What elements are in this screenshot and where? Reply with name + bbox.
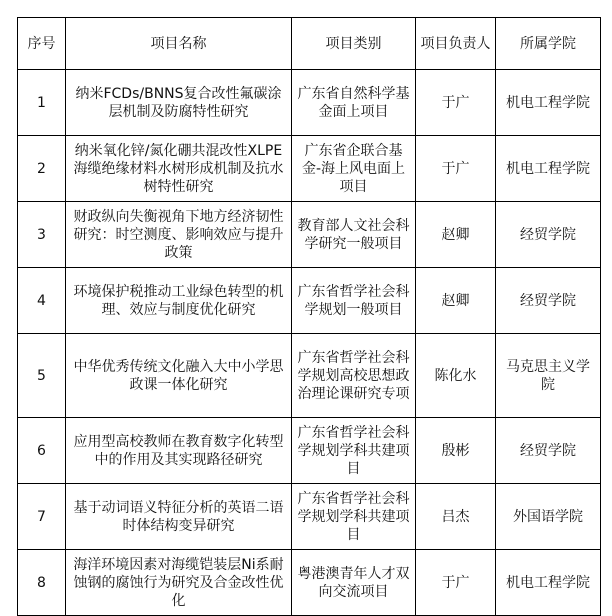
header-type: 项目类别 <box>292 18 416 70</box>
cell-name: 环境保护税推动工业绿色转型的机理、效应与制度优化研究 <box>66 268 292 334</box>
cell-type: 广东省哲学社会科学规划高校思想政治理论课研究专项 <box>292 334 416 418</box>
cell-name: 中华优秀传统文化融入大中小学思政课一体化研究 <box>66 334 292 418</box>
table-row <box>18 70 601 136</box>
cell-type: 粤港澳青年人才双向交流项目 <box>292 550 416 616</box>
table-row <box>18 334 601 418</box>
project-table <box>17 17 601 616</box>
cell-lead: 赵卿 <box>416 268 496 334</box>
header-name: 项目名称 <box>66 18 292 70</box>
cell-no: 5 <box>18 334 66 418</box>
cell-lead: 陈化水 <box>416 334 496 418</box>
header-no: 序号 <box>18 18 66 70</box>
cell-college: 外国语学院 <box>496 484 601 550</box>
cell-no: 1 <box>18 70 66 136</box>
table-row <box>18 550 601 616</box>
cell-college: 经贸学院 <box>496 202 601 268</box>
cell-name: 财政纵向失衡视角下地方经济韧性研究：时空测度、影响效应与提升政策 <box>66 202 292 268</box>
cell-college: 经贸学院 <box>496 268 601 334</box>
header-lead: 项目负责人 <box>416 18 496 70</box>
cell-lead: 赵卿 <box>416 202 496 268</box>
cell-type: 广东省哲学社会科学规划学科共建项目 <box>292 418 416 484</box>
table-row <box>18 136 601 202</box>
table-row <box>18 484 601 550</box>
cell-lead: 吕杰 <box>416 484 496 550</box>
table-row <box>18 268 601 334</box>
cell-lead: 于广 <box>416 70 496 136</box>
cell-no: 4 <box>18 268 66 334</box>
cell-name: 基于动词语义特征分析的英语二语时体结构变异研究 <box>66 484 292 550</box>
cell-lead: 殷彬 <box>416 418 496 484</box>
cell-lead: 于广 <box>416 136 496 202</box>
cell-no: 3 <box>18 202 66 268</box>
cell-type: 广东省哲学社会科学规划学科共建项目 <box>292 484 416 550</box>
header-row <box>18 18 601 70</box>
cell-type: 广东省企联合基金-海上风电面上项目 <box>292 136 416 202</box>
table-row <box>18 418 601 484</box>
cell-college: 马克思主义学院 <box>496 334 601 418</box>
cell-name: 纳米氧化锌/氮化硼共混改性XLPE海缆绝缘材料水树形成机制及抗水树特性研究 <box>66 136 292 202</box>
cell-type: 广东省哲学社会科学规划一般项目 <box>292 268 416 334</box>
cell-college: 机电工程学院 <box>496 550 601 616</box>
cell-no: 6 <box>18 418 66 484</box>
table-row <box>18 202 601 268</box>
header-college: 所属学院 <box>496 18 601 70</box>
cell-name: 应用型高校教师在教育数字化转型中的作用及其实现路径研究 <box>66 418 292 484</box>
cell-no: 2 <box>18 136 66 202</box>
cell-lead: 于广 <box>416 550 496 616</box>
cell-name: 纳米FCDs/BNNS复合改性氟碳涂层机制及防腐特性研究 <box>66 70 292 136</box>
cell-college: 机电工程学院 <box>496 70 601 136</box>
cell-college: 经贸学院 <box>496 418 601 484</box>
cell-name: 海洋环境因素对海缆铠装层Ni系耐蚀钢的腐蚀行为研究及合金改性优化 <box>66 550 292 616</box>
cell-college: 机电工程学院 <box>496 136 601 202</box>
cell-no: 7 <box>18 484 66 550</box>
cell-no: 8 <box>18 550 66 616</box>
cell-type: 教育部人文社会科学研究一般项目 <box>292 202 416 268</box>
cell-type: 广东省自然科学基金面上项目 <box>292 70 416 136</box>
